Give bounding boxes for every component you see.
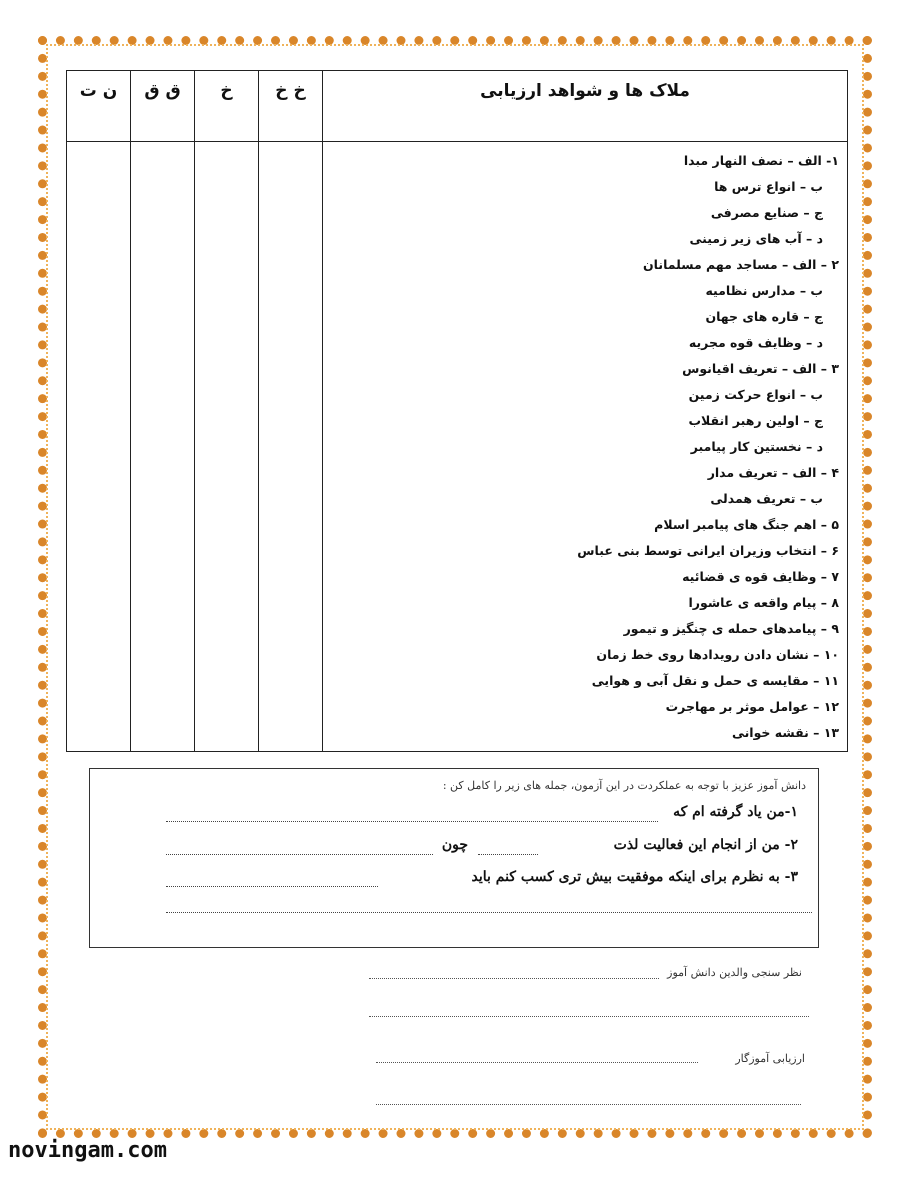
criteria-item: د – آب های زیر زمینی <box>689 231 823 246</box>
criteria-item: ج – اولین رهبر انقلاب <box>688 413 823 428</box>
score-cell-ghgh[interactable] <box>131 142 195 752</box>
parent-opinion-line-2[interactable] <box>369 1016 809 1017</box>
col-kh: خ <box>195 71 259 142</box>
criteria-item: ۹ – پیامدهای حمله ی چنگیز و تیمور <box>623 621 839 636</box>
criteria-item: ب – انواع ترس ها <box>714 179 823 194</box>
reflection-line-1-blank[interactable] <box>166 821 658 822</box>
reflection-line-3-blank[interactable] <box>166 886 378 887</box>
reflection-line-3[interactable] <box>166 869 798 891</box>
criteria-item: ۷ – وظایف قوه ی قضائیه <box>682 569 839 584</box>
teacher-eval-label: ارزیابی آموزگار <box>735 1052 805 1065</box>
reflection-line-2[interactable] <box>166 837 798 859</box>
site-watermark: novingam.com <box>8 1138 167 1163</box>
criteria-cell <box>323 142 848 752</box>
criteria-list <box>323 142 847 746</box>
criteria-item: د – وظایف قوه مجریه <box>688 335 823 350</box>
criteria-item: ج – صنایع مصرفی <box>710 205 823 220</box>
score-cell-kh[interactable] <box>195 142 259 752</box>
criteria-item: ۲ – الف – مساجد مهم مسلمانان <box>643 257 839 272</box>
criteria-item: ۵ – اهم جنگ های پیامبر اسلام <box>654 517 839 532</box>
reflection-line-2-blank-b[interactable] <box>166 854 433 855</box>
criteria-item: ۱۲ – عوامل موثر بر مهاجرت <box>665 699 839 714</box>
criteria-header: ملاک ها و شواهد ارزیابی <box>323 71 848 142</box>
score-cell-nt[interactable] <box>67 142 131 752</box>
criteria-item: ۱۰ – نشان دادن رویدادها روی خط زمان <box>596 647 839 662</box>
teacher-eval-line-1[interactable] <box>376 1062 698 1063</box>
reflection-extra-line[interactable] <box>166 912 812 913</box>
criteria-item: ب – انواع حرکت زمین <box>688 387 823 402</box>
reflection-intro: دانش آموز عزیز با توجه به عملکردت در این آزمون، جمله های زیر را کامل کن : <box>442 779 806 792</box>
reflection-line-2-blank-a[interactable] <box>478 854 538 855</box>
criteria-item: ب – تعریف همدلی <box>710 491 823 506</box>
reflection-line-1[interactable] <box>166 804 798 826</box>
score-cell-khkh[interactable] <box>259 142 323 752</box>
criteria-item: ۱۳ – نقشه خوانی <box>731 725 839 740</box>
criteria-item: ب – مدارس نظامیه <box>705 283 823 298</box>
evaluation-table <box>66 70 848 752</box>
col-khkh: خ خ <box>259 71 323 142</box>
reflection-line-2-because: چون <box>441 837 468 853</box>
criteria-item: ج – قاره های جهان <box>705 309 823 324</box>
criteria-item: ۱- الف – نصف النهار مبدا <box>683 153 839 168</box>
criteria-item: د – نخستین کار پیامبر <box>690 439 823 454</box>
reflection-line-2-text: ۲- من از انجام این فعالیت لذت <box>613 837 798 853</box>
criteria-item: ۳ – الف – تعریف اقیانوس <box>682 361 839 376</box>
criteria-item: ۸ – پیام واقعه ی عاشورا <box>688 595 839 610</box>
criteria-item: ۶ – انتخاب وزیران ایرانی توسط بنی عباس <box>577 543 839 558</box>
criteria-item: ۱۱ – مقایسه ی حمل و نقل آبی و هوایی <box>591 673 839 688</box>
reflection-line-1-text: ۱-من یاد گرفته ام که <box>673 804 798 820</box>
col-nt: ن ت <box>67 71 131 142</box>
self-reflection-box <box>89 768 819 948</box>
parent-opinion-label: نظر سنجی والدین دانش آموز <box>667 966 802 979</box>
criteria-item: ۴ – الف – تعریف مدار <box>707 465 839 480</box>
col-ghgh: ق ق <box>131 71 195 142</box>
parent-opinion-line-1[interactable] <box>369 978 659 979</box>
teacher-eval-line-2[interactable] <box>376 1104 801 1105</box>
reflection-line-3-text: ۳- به نظرم برای اینکه موفقیت بیش تری کسب کنم باید <box>471 869 798 885</box>
